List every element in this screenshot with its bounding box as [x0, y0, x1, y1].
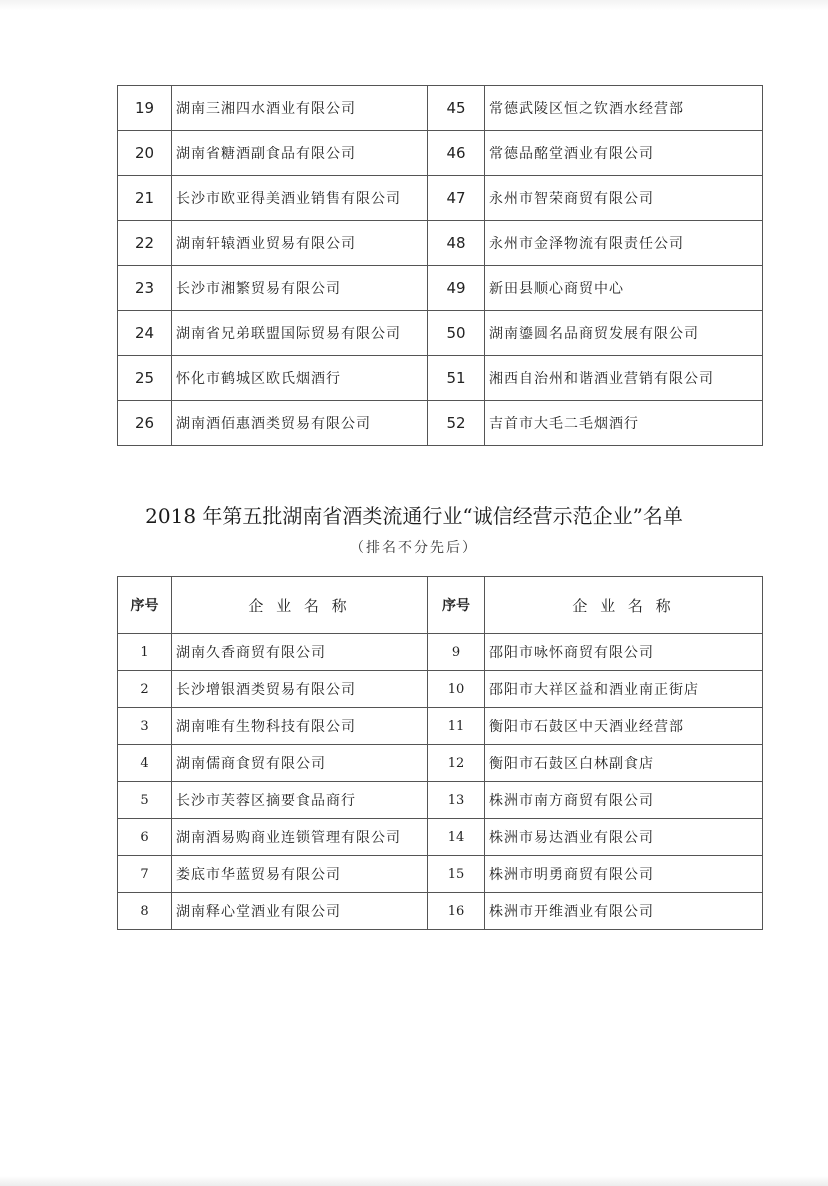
- company-name-left: 湖南唯有生物科技有限公司: [172, 708, 428, 745]
- company-name-left: 湖南久香商贸有限公司: [172, 634, 428, 671]
- company-name-right: 永州市金泽物流有限责任公司: [485, 221, 763, 266]
- company-name-left: 娄底市华蓝贸易有限公司: [172, 856, 428, 893]
- table-row: [118, 221, 763, 266]
- row-number-left: 6: [118, 819, 172, 856]
- company-name-right: 常德品酩堂酒业有限公司: [485, 131, 763, 176]
- row-number-left: 24: [118, 311, 172, 356]
- enterprise-table-continued-body: [118, 86, 763, 446]
- company-name-right: 邵阳市大祥区益和酒业南正街店: [485, 671, 763, 708]
- company-name-left: 湖南酒易购商业连锁管理有限公司: [172, 819, 428, 856]
- company-name-right: 邵阳市咏怀商贸有限公司: [485, 634, 763, 671]
- enterprise-table-continued: [117, 85, 763, 446]
- row-number-left: 23: [118, 266, 172, 311]
- table-row: [118, 745, 763, 782]
- table-row: [118, 311, 763, 356]
- company-name-right: 株洲市易达酒业有限公司: [485, 819, 763, 856]
- table-row: [118, 131, 763, 176]
- table-row: [118, 893, 763, 930]
- company-name-right: 常德武陵区恒之钦酒水经营部: [485, 86, 763, 131]
- row-number-left: 25: [118, 356, 172, 401]
- table-row: [118, 856, 763, 893]
- company-name-right: 新田县顺心商贸中心: [485, 266, 763, 311]
- row-number-left: 4: [118, 745, 172, 782]
- row-number-left: 26: [118, 401, 172, 446]
- company-name-left: 湖南儒商食贸有限公司: [172, 745, 428, 782]
- row-number-right: 12: [428, 745, 485, 782]
- row-number-right: 11: [428, 708, 485, 745]
- row-number-left: 5: [118, 782, 172, 819]
- table-row: [118, 708, 763, 745]
- header-name-right: 企 业 名 称: [485, 577, 763, 634]
- company-name-left: 湖南三湘四水酒业有限公司: [172, 86, 428, 131]
- company-name-left: 怀化市鹤城区欧氏烟酒行: [172, 356, 428, 401]
- row-number-right: 48: [428, 221, 485, 266]
- company-name-left: 湖南省糖酒副食品有限公司: [172, 131, 428, 176]
- company-name-right: 吉首市大毛二毛烟酒行: [485, 401, 763, 446]
- row-number-right: 9: [428, 634, 485, 671]
- row-number-right: 50: [428, 311, 485, 356]
- company-name-left: 长沙市芙蓉区摘要食品商行: [172, 782, 428, 819]
- company-name-right: 株洲市南方商贸有限公司: [485, 782, 763, 819]
- row-number-right: 45: [428, 86, 485, 131]
- table-row: [118, 176, 763, 221]
- row-number-right: 51: [428, 356, 485, 401]
- list-subtitle: （排名不分先后）: [350, 540, 478, 556]
- row-number-right: 16: [428, 893, 485, 930]
- company-name-right: 湖南鎏圆名品商贸发展有限公司: [485, 311, 763, 356]
- row-number-right: 49: [428, 266, 485, 311]
- table-row: [118, 782, 763, 819]
- company-name-right: 湘西自治州和谐酒业营销有限公司: [485, 356, 763, 401]
- row-number-right: 14: [428, 819, 485, 856]
- row-number-right: 52: [428, 401, 485, 446]
- row-number-left: 21: [118, 176, 172, 221]
- row-number-right: 15: [428, 856, 485, 893]
- row-number-right: 47: [428, 176, 485, 221]
- company-name-right: 株洲市开维酒业有限公司: [485, 893, 763, 930]
- company-name-left: 长沙市湘繁贸易有限公司: [172, 266, 428, 311]
- row-number-left: 19: [118, 86, 172, 131]
- header-no-right: 序号: [428, 577, 485, 634]
- table-row: [118, 266, 763, 311]
- table-header-row: [118, 577, 763, 634]
- company-name-left: 湖南省兄弟联盟国际贸易有限公司: [172, 311, 428, 356]
- row-number-left: 3: [118, 708, 172, 745]
- row-number-right: 13: [428, 782, 485, 819]
- company-name-right: 衡阳市石鼓区中天酒业经营部: [485, 708, 763, 745]
- table-row: [118, 671, 763, 708]
- enterprise-table-batch5-body: [118, 634, 763, 930]
- header-name-left: 企 业 名 称: [172, 577, 428, 634]
- row-number-right: 10: [428, 671, 485, 708]
- company-name-right: 株洲市明勇商贸有限公司: [485, 856, 763, 893]
- company-name-left: 长沙市欧亚得美酒业销售有限公司: [172, 176, 428, 221]
- company-name-left: 湖南轩辕酒业贸易有限公司: [172, 221, 428, 266]
- company-name-left: 湖南释心堂酒业有限公司: [172, 893, 428, 930]
- enterprise-table-batch5: [117, 576, 763, 930]
- company-name-left: 长沙增银酒类贸易有限公司: [172, 671, 428, 708]
- table-row: [118, 356, 763, 401]
- table-row: [118, 819, 763, 856]
- row-number-left: 2: [118, 671, 172, 708]
- table-row: [118, 634, 763, 671]
- row-number-left: 7: [118, 856, 172, 893]
- company-name-right: 永州市智荣商贸有限公司: [485, 176, 763, 221]
- table-row: [118, 401, 763, 446]
- table-row: [118, 86, 763, 131]
- row-number-left: 8: [118, 893, 172, 930]
- company-name-right: 衡阳市石鼓区白林副食店: [485, 745, 763, 782]
- row-number-right: 46: [428, 131, 485, 176]
- row-number-left: 1: [118, 634, 172, 671]
- row-number-left: 22: [118, 221, 172, 266]
- header-no-left: 序号: [118, 577, 172, 634]
- row-number-left: 20: [118, 131, 172, 176]
- list-title: 2018 年第五批湖南省酒类流通行业“诚信经营示范企业”名单: [145, 504, 683, 528]
- company-name-left: 湖南酒佰惠酒类贸易有限公司: [172, 401, 428, 446]
